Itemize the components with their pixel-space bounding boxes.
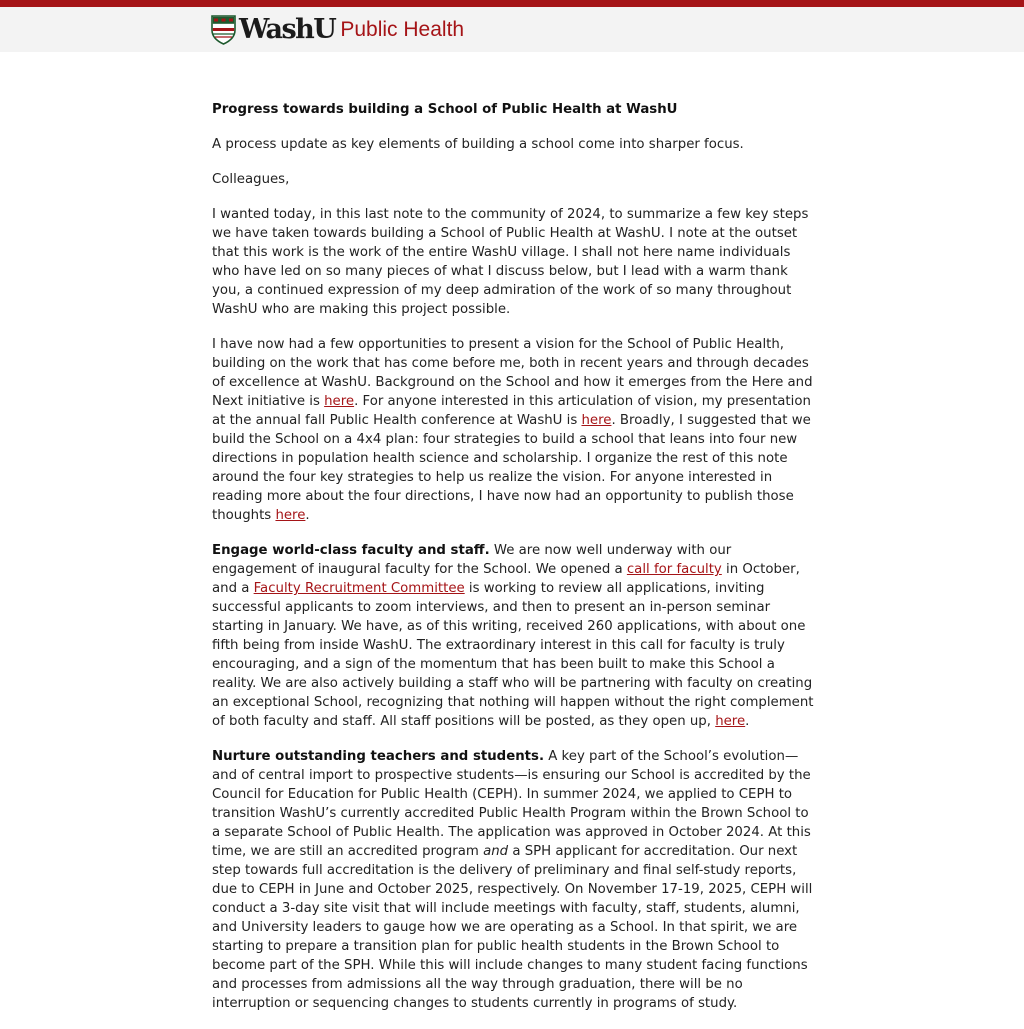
washu-public-health-logo: [211, 15, 464, 45]
faculty-heading: Engage world-class faculty and staff.: [212, 543, 490, 558]
article-subtitle: A process update as key elements of building a school come into sharper focus.: [212, 137, 744, 152]
link-background[interactable]: here: [324, 394, 355, 409]
washu-shield-icon: [211, 15, 236, 45]
paragraph-faculty-staff: Engage world-class faculty and staff. We are now well underway with our engagement of inaugural faculty for the School. We opened a call for faculty in October, and a Faculty Recruitment Committee is working to review all applications, inviting successful applicants to zoom interviews, and then to present an in-person seminar starting in January. We have, as of this writing, received 260 applications, with about one fifth being from inside WashU. The extraordinary interest in this call for faculty is truly encouraging, and a sign of the momentum that has been built to make this School a reality. We are also actively building a staff who will be partnering with faculty on creating an exceptional School, recognizing that nothing will happen without the right complement of both faculty and staff. All staff positions will be posted, as they open up, here.: [212, 543, 814, 729]
link-recruitment-committee[interactable]: Faculty Recruitment Committee: [253, 581, 465, 596]
email-header: [0, 7, 1024, 52]
students-heading: Nurture outstanding teachers and students.: [212, 749, 544, 764]
paragraph-teachers-students: Nurture outstanding teachers and students. A key part of the School’s evolution—and of central import to prospective students—is ensuring our School is accredited by the Council for Education for Public Health (CEPH). In summer 2024, we applied to CEPH to transition WashU’s currently accredited Public Health Program within the Brown School to a separate School of Public Health. The application was approved in October 2024. At this time, we are still an accredited program and a SPH applicant for accreditation. Our next step towards full accreditation is the delivery of preliminary and final self-study reports, due to CEPH in June and October 2025, respectively. On November 17-19, 2025, CEPH will conduct a 3-day site visit that will include meetings with faculty, staff, students, alumni, and University leaders to gauge how we are operating as a School. In that spirit, we are starting to prepare a transition plan for public health students in the Brown School to become part of the SPH. While this will include changes to many student facing functions and processes from admissions all the way through graduation, there will be no interruption or sequencing changes to students currently in programs of study.: [212, 749, 813, 1011]
link-presentation[interactable]: here: [581, 413, 612, 428]
paragraph-intro: I wanted today, in this last note to the community of 2024, to summarize a few key steps we have taken towards building a School of Public Health at WashU. I note at the outset that this work is the work of the entire WashU village. I shall not here name individuals who have led on so many pieces of what I discuss below, but I lead with a warm thank you, a continued expression of my deep admiration of the work of so many throughout WashU who are making this project possible.: [212, 207, 809, 317]
logo-wordmark: WashU: [239, 14, 336, 45]
logo-unit-name: Public Health: [340, 18, 465, 41]
brand-top-bar: [0, 0, 1024, 7]
article-body: [212, 100, 814, 1029]
link-call-for-faculty[interactable]: call for faculty: [626, 562, 722, 577]
link-four-directions[interactable]: here: [275, 508, 306, 523]
greeting: Colleagues,: [212, 172, 290, 187]
link-staff-positions[interactable]: here: [715, 714, 746, 729]
article-title: Progress towards building a School of Public Health at WashU: [212, 102, 678, 117]
paragraph-vision: I have now had a few opportunities to present a vision for the School of Public Health, building on the work that has come before me, both in recent years and through decades of excellence at WashU. Background on the School and how it emerges from the Here and Next initiative is here. For anyone interested in this articulation of vision, my presentation at the annual fall Public Health conference at WashU is here. Broadly, I suggested that we build the School on a 4x4 plan: four strategies to build a school that leans into four new directions in population health science and scholarship. I organize the rest of this note around the four key strategies to help us realize the vision. For anyone interested in reading more about the four directions, I have now had an opportunity to publish those thoughts here.: [212, 337, 813, 523]
